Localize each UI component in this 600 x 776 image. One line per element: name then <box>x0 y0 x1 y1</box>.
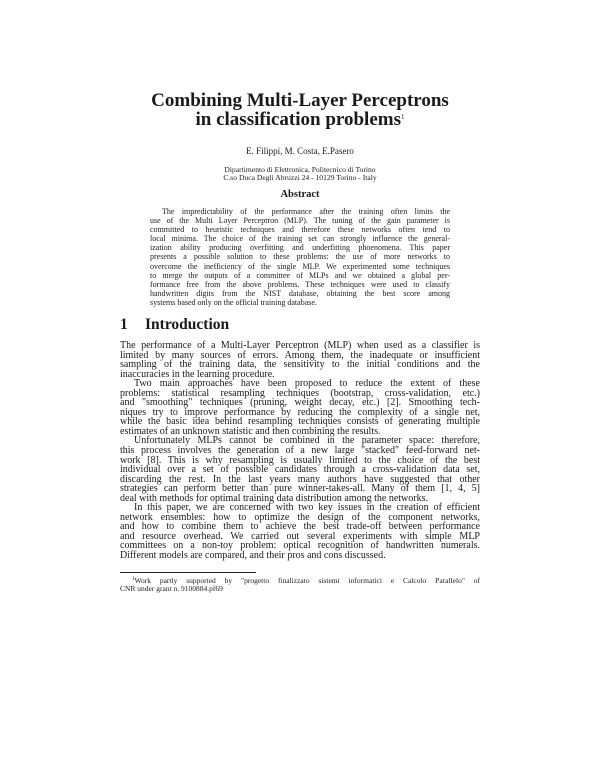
abstract-line: The impredictability of the performance after the training often limits the <box>162 207 450 216</box>
abstract-body <box>150 207 450 307</box>
title-line-2-text: in classification problems <box>195 109 401 130</box>
body-line: strategies can perform better than pure winner-takes-all. Many of them [1, 4, 5] <box>120 483 480 495</box>
body-line: problems: statistical resampling techniques (bootstrap, cross-validation, etc.) <box>120 387 480 399</box>
body-line: niques try to improve performance by reducing the complexity of a single net, <box>120 406 480 418</box>
section-number: 1 <box>120 316 128 333</box>
affiliation-line-1: Dipartimento di Elettronica, Politecnico di Torino <box>224 165 376 174</box>
section-title: Introduction <box>145 316 230 333</box>
body-line: and "smoothing" techniques (pruning, weight decay, etc.) [2]. Smoothing tech- <box>120 397 480 409</box>
abstract-line: handwritten digits from the NIST database, obtaining the best score among <box>150 288 450 298</box>
body-line: and how to combine them to achieve the best trade-off between performance <box>120 521 480 533</box>
footnote-rule <box>120 572 256 573</box>
abstract-heading: Abstract <box>280 189 320 200</box>
paper-title <box>0 92 600 128</box>
abstract-line: local minima. The choice of the training set can strongly influence the general- <box>150 234 450 244</box>
authors: E. Filippi, M. Costa, E.Pasero <box>246 146 354 156</box>
body-line: while the basic idea behind resampling techniques consists of generating multiple <box>120 416 480 428</box>
footnote-text-1: Work partly supported by "progetto finalizzato sistemi informatici e Calcolo Parallelo" of <box>134 576 480 585</box>
body-line: Unfortunately MLPs cannot be combined in the parameter space: therefore, <box>134 435 480 447</box>
body-line: network ensembles: how to optimize the design of the component networks, <box>120 511 480 523</box>
title-line-2 <box>0 109 600 128</box>
footnote-line-2: CNR under grant n. 9100884.pf69 <box>120 584 223 593</box>
footnote <box>120 576 480 593</box>
abstract-line: committed to heuristic techniques and therefore these networks often tend to <box>150 225 450 235</box>
footnote-mark: 1 <box>132 577 135 582</box>
body-line: inaccuracies in the learning procedure. <box>120 368 275 380</box>
body-line: limited by many sources of errors. Among them, the inadequate or insufficient <box>120 349 480 361</box>
body-line: and resource overhead. We carried out several experiments with simple MLP <box>120 530 480 542</box>
body-line: this process involves the generation of a new large "stacked" feed-forward net- <box>120 445 480 457</box>
abstract-line: to merge the outputs of a committee of MLPs and we obtained a global per- <box>150 270 450 280</box>
body-line: In this paper, we are concerned with two key issues in the creation of efficient <box>134 502 480 514</box>
body-line: committees on a non-toy problem: optical recognition of handwritten numerals. <box>120 540 480 552</box>
abstract-line: use of the Multi Layer Perceptron (MLP). The tuning of the gain parameter is <box>150 216 450 226</box>
body-line: sampling of the training data, the sensitivity to the initial conditions and the <box>120 359 480 371</box>
body-line: deal with methods for optimal training data distribution among the networks. <box>120 492 428 504</box>
body-line: individual over a set of possible candidates through a cross-validation data set, <box>120 464 480 476</box>
title-line-1: Combining Multi-Layer Perceptrons <box>151 90 449 111</box>
body-line: estimates of an unknown statistic and then combining the results. <box>120 425 381 437</box>
body-line: Different models are compared, and their pros and cons discussed. <box>120 550 386 562</box>
affiliation <box>0 166 600 182</box>
section-body <box>120 341 480 561</box>
abstract-line: systems based only on the official training database. <box>150 297 317 307</box>
affiliation-line-2: C.so Duca Degli Abruzzi 24 - 10129 Torino - Italy <box>223 173 377 182</box>
abstract-line: formance free from the above problems. These techniques were used to classify <box>150 279 450 289</box>
body-line: discarding the rest. In the last years many authors have suggested that other <box>120 473 480 485</box>
abstract-line: ization ability producing overfitting and underfitting phoenomena. This paper <box>150 243 450 253</box>
title-footnote-mark: 1 <box>401 113 405 121</box>
body-line: work [8]. This is why resampling is usually limited to the choice of the best <box>120 454 480 466</box>
abstract-line: overcome the inefficiency of the single MLP. We experimented some techniques <box>150 261 450 271</box>
body-line: The performance of a Multi-Layer Perceptron (MLP) when used as a classifier is <box>120 340 480 351</box>
body-line: Two main approaches have been proposed to reduce the extent of these <box>134 378 480 390</box>
section-heading <box>120 316 229 334</box>
abstract-line: presents a possible solution to these problems: the use of more networks to <box>150 252 450 262</box>
